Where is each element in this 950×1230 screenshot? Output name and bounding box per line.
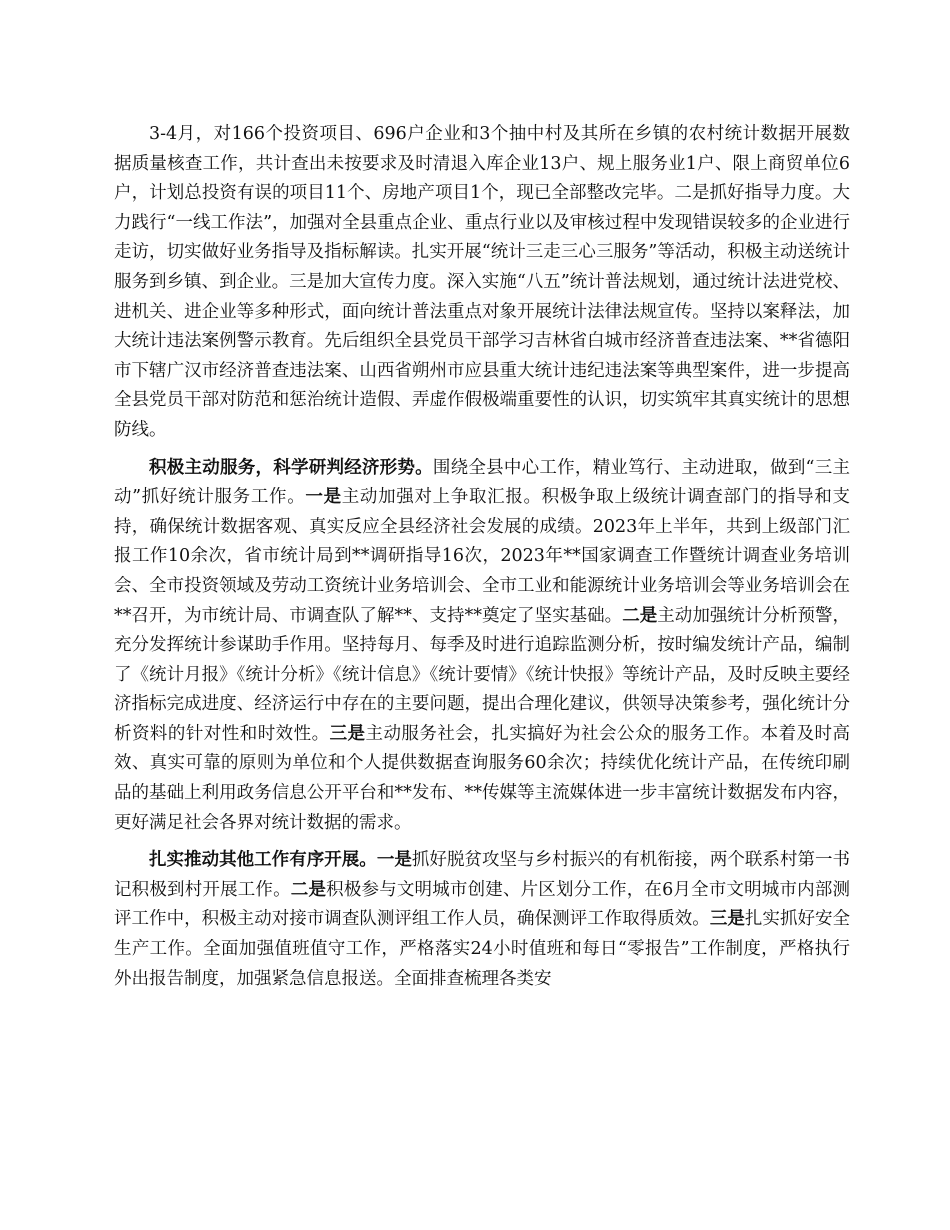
paragraph-active-service [114,454,850,839]
paragraph-statistics-verification [114,120,850,446]
section-heading: 扎实推动其他工作有序开展。 [149,850,377,871]
text-run: 围绕全县中心工作，精业笃行、主动进取，做到“三主动”抓好统计服务工作。 [114,457,850,508]
text-run: 抓好脱贫攻坚与乡村振兴的有机衔接，两个联系村第一书记积极到村开展工作。 [114,850,851,900]
enumeration-label: 三是 [329,723,366,744]
text-run: 主动加强对上争取汇报。积极争取上级统计调查部门的指导和支持，确保统计数据客观、真实反应全县经济社会发展的成绩。2023年上半年，共到上级部门汇报工作10余次，省市统计局到**调研指导16次，2023年**国家调查工作暨统计调查业务培训会、全市投资领域及劳动工资统计业务培训会、全市工业和能源统计业务培训会等业务培训会在**召开，为市统计局、市调查队了解**、支持**奠定了坚实基础。 [114,487,851,626]
document-body [114,120,850,994]
text-run: 3-4月，对166个投资项目、696户企业和3个抽中村及其所在乡镇的农村统计数据开展数据质量核查工作，共计查出未按要求及时清退入库企业13户、规上服务业1户、限上商贸单位6户，计划总投资有误的项目11个、房地产项目1个，现已全部整改完毕。二是抓好指导力度。大力践行“一线工作法”，加强对全县重点企业、重点行业以及审核过程中发现错误较多的企业进行走访，切实做好业务指导及指标解读。扎实开展“统计三走三心三服务”等活动，积极主动送统计服务到乡镇、到企业。三是加大宣传力度。深入实施“八五”统计普法规划，通过统计法进党校、进机关、进企业等多种形式，面向统计普法重点对象开展统计法律法规宣传。坚持以案释法，加大统计违法案例警示教育。先后组织全县党员干部学习吉林省白城市经济普查违法案、**省德阳市下辖广汉市经济普查违法案、山西省朔州市应县重大统计违纪违法案等典型案件，进一步提高全县党员干部对防范和惩治统计造假、弄虚作假极端重要性的认识，切实筑牢其真实统计的思想防线。 [114,124,850,440]
enumeration-label: 三是 [709,909,745,930]
enumeration-label: 一是 [376,850,412,871]
section-heading: 积极主动服务，科学研判经济形势。 [149,457,433,478]
text-run: 主动服务社会，扎实搞好为社会公众的服务工作。本着及时高效、真实可靠的原则为单位和个人提供数据查询服务60余次；持续优化统计产品，在传统印刷品的基础上利用政务信息公开平台和**发布、**传媒等主流媒体进一步丰富统计数据发布内容，更好满足社会各界对统计数据的需求。 [114,723,851,833]
text-run: 积极参与文明城市创建、片区划分工作，在6月全市文明城市内部测评工作中，积极主动对接市调查队测评组工作人员，确保测评工作取得质效。 [114,879,850,930]
paragraph-other-work [114,846,850,994]
enumeration-label: 二是 [622,605,658,626]
enumeration-label: 一是 [305,487,342,508]
enumeration-label: 二是 [290,879,327,900]
text-run: 主动加强统计分析预警，充分发挥统计参谋助手作用。坚持每月、每季及时进行追踪监测分析，按时编发统计产品，编制了《统计月报》《统计分析》《统计信息》《统计要情》《统计快报》等统计产品，及时反映主要经济指标完成进度、经济运行中存在的主要问题，提出合理化建议，供领导决策参考，强化统计分析资料的针对性和时效性。 [114,605,851,744]
text-run: 扎实抓好安全生产工作。全面加强值班值守工作，严格落实24小时值班和每日“零报告”工作制度，严格执行外出报告制度，加强紧急信息报送。全面排查梳理各类安 [114,909,851,989]
